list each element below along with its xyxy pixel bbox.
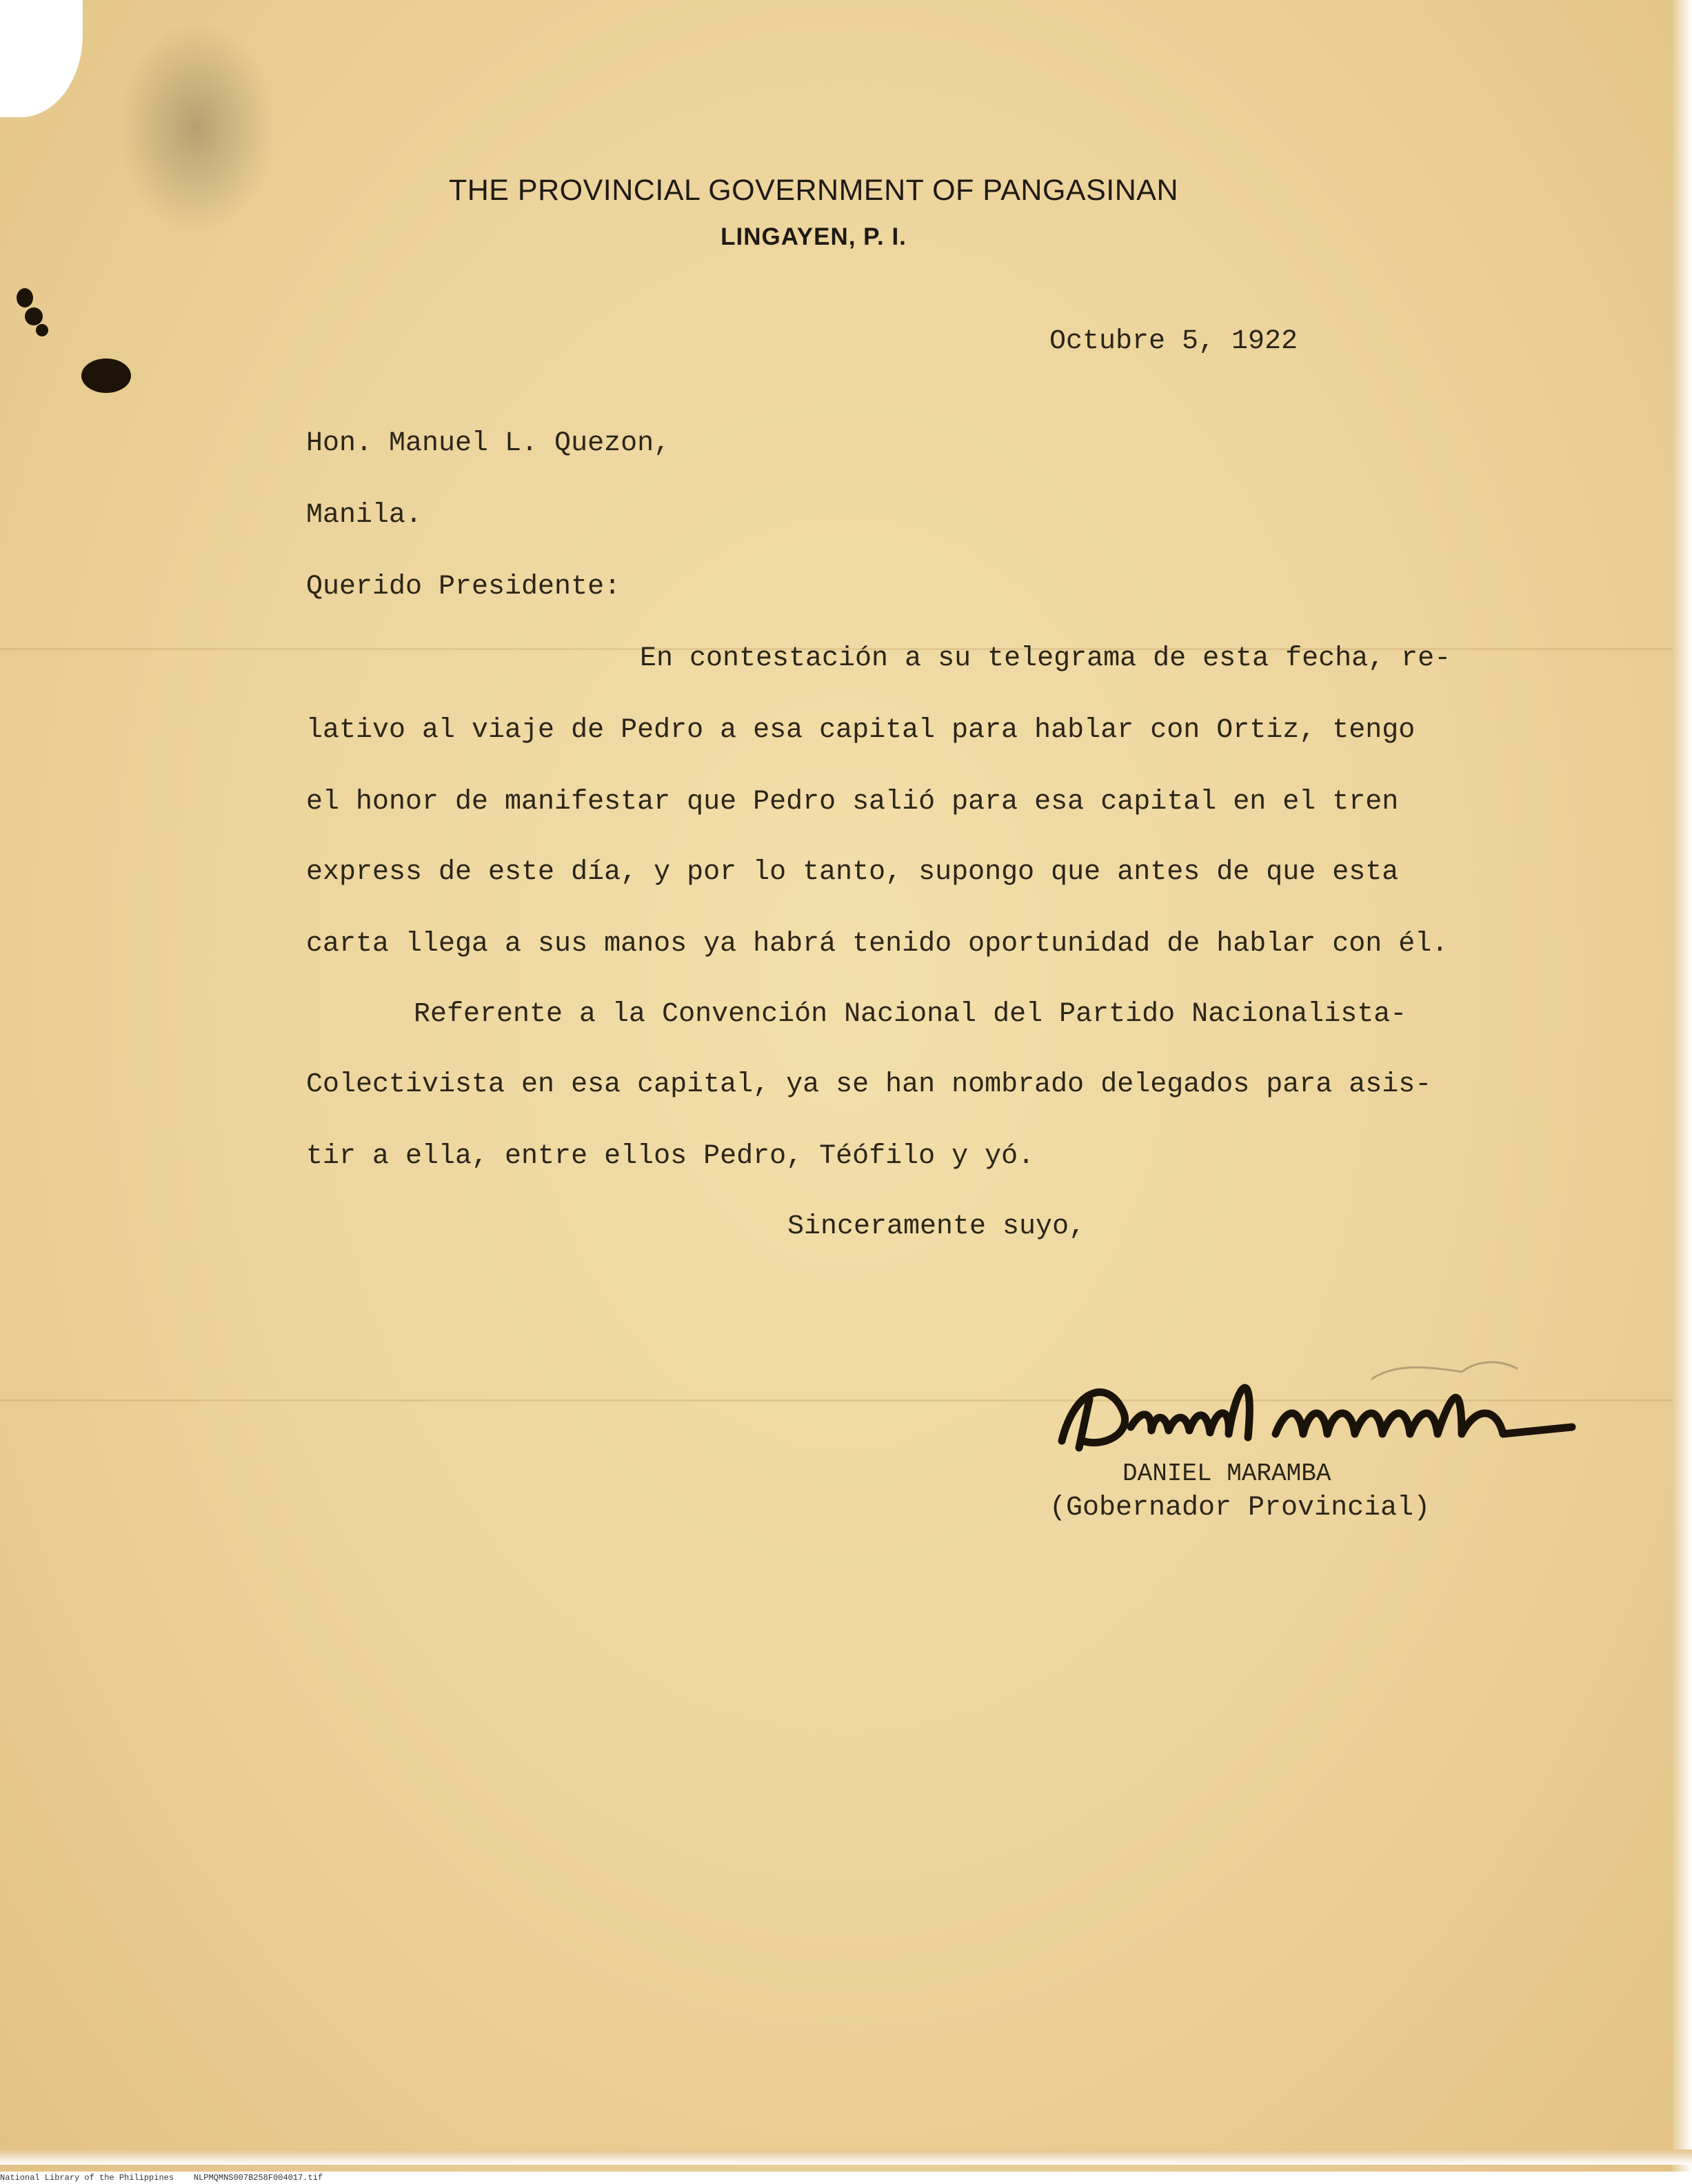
ink-blot <box>17 288 33 307</box>
body-line: Colectivista en esa capital, ya se han nombrado delegados para asis- <box>306 1069 1432 1100</box>
ink-blot <box>81 358 131 393</box>
archive-file: NLPMQMNS007B258F004017.tif <box>193 2173 323 2183</box>
ink-smudge <box>117 21 276 234</box>
body-line: lativo al viaje de Pedro a esa capital para hablar con Ortiz, tengo <box>306 715 1416 746</box>
body-line: Referente a la Convención Nacional del Partido Nacionalista- <box>414 999 1407 1030</box>
ink-blot <box>36 324 48 336</box>
letterhead-place: LINGAYEN, P. I. <box>721 223 907 250</box>
archive-name: National Library of the Philippines <box>0 2173 174 2183</box>
paper-edge <box>0 2150 1692 2165</box>
recipient-city: Manila. <box>306 500 423 531</box>
paper-edge <box>1673 0 1692 2184</box>
ink-blot <box>25 307 43 325</box>
body-line: carta llega a sus manos ya habrá tenido oportunidad de hablar con él. <box>306 929 1449 960</box>
body-line: el honor de manifestar que Pedro salió para esa capital en el tren <box>306 787 1399 818</box>
letter-date: Octubre 5, 1922 <box>1049 326 1298 357</box>
torn-corner <box>0 0 83 117</box>
handwritten-signature <box>1048 1337 1620 1475</box>
salutation: Querido Presidente: <box>306 572 621 603</box>
closing: Sinceramente suyo, <box>787 1211 1086 1242</box>
body-line: express de este día, y por lo tanto, supongo que antes de que esta <box>306 857 1399 888</box>
archive-footer <box>0 2172 1692 2184</box>
letterhead-title: THE PROVINCIAL GOVERNMENT OF PANGASINAN <box>448 174 1179 207</box>
body-line: En contestación a su telegrama de esta fecha, re- <box>640 643 1451 674</box>
recipient: Hon. Manuel L. Quezon, <box>306 428 671 459</box>
signer-title: (Gobernador Provincial) <box>1049 1493 1431 1524</box>
body-line: tir a ella, entre ellos Pedro, Téófilo y yó. <box>306 1141 1035 1172</box>
signer-name: DANIEL MARAMBA <box>1122 1459 1331 1488</box>
